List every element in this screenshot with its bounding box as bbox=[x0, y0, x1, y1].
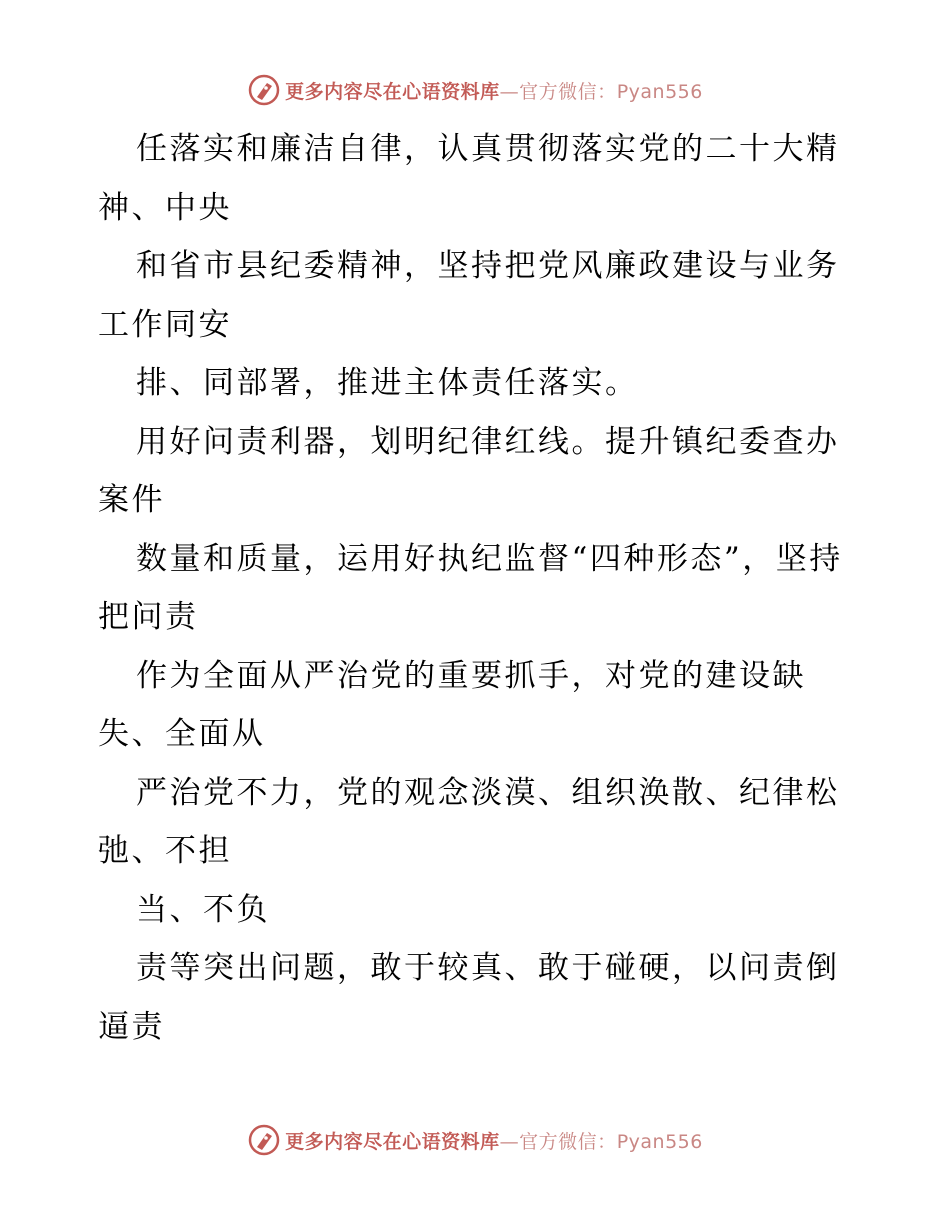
footer-banner bbox=[0, 1122, 950, 1158]
paragraph: 用好问责利器，划明纪律红线。提升镇纪委查办案件 bbox=[98, 423, 840, 518]
paragraph: 排、同部署，推进主体责任落实。 bbox=[136, 365, 639, 401]
banner-text bbox=[285, 1127, 703, 1154]
banner-main: 更多内容尽在心语资料库 bbox=[285, 80, 500, 103]
paragraph: 数量和质量，运用好执纪监督“四种形态”，坚持把问责 bbox=[98, 540, 843, 635]
pen-nib-logo-icon bbox=[247, 1123, 281, 1157]
banner-text bbox=[285, 77, 703, 104]
banner-wechat-id: Pyan556 bbox=[616, 80, 703, 103]
banner-main: 更多内容尽在心语资料库 bbox=[285, 1130, 500, 1153]
banner-separator: — bbox=[499, 80, 520, 103]
document-body bbox=[98, 120, 858, 1056]
paragraph: 责等突出问题，敢于较真、敢于碰硬，以问责倒逼责 bbox=[98, 950, 840, 1045]
banner-separator: — bbox=[499, 1130, 520, 1153]
paragraph: 严治党不力，党的观念淡漠、组织涣散、纪律松弛、不担 bbox=[98, 774, 840, 869]
banner-wechat-label: 官方微信： bbox=[519, 80, 617, 103]
paragraph: 任落实和廉洁自律，认真贯彻落实党的二十大精神、中央 bbox=[98, 131, 840, 226]
paragraph: 和省市县纪委精神，坚持把党风廉政建设与业务工作同安 bbox=[98, 248, 840, 343]
pen-nib-logo-icon bbox=[247, 73, 281, 107]
banner-wechat-label: 官方微信： bbox=[519, 1130, 617, 1153]
banner-wechat-id: Pyan556 bbox=[616, 1130, 703, 1153]
paragraph: 当、不负 bbox=[136, 891, 270, 928]
header-banner bbox=[0, 72, 950, 108]
paragraph: 作为全面从严治党的重要抓手，对党的建设缺失、全面从 bbox=[98, 657, 806, 752]
